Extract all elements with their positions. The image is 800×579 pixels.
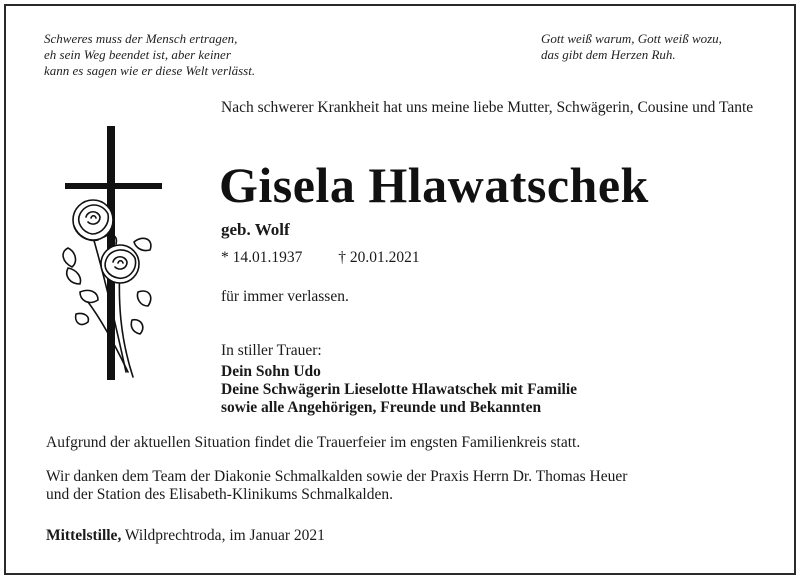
place-bold: Mittelstille,: [46, 527, 122, 544]
mourner-line: Deine Schwägerin Lieselotte Hlawatschek mit Familie: [221, 381, 578, 398]
thanks-line: Wir danken dem Team der Diakonie Schmalkalden sowie der Praxis Herrn Dr. Thomas Heuer: [46, 468, 628, 485]
intro-text: Nach schwerer Krankheit hat uns meine liebe Mutter, Schwägerin, Cousine und Tante: [221, 99, 754, 116]
cross-with-roses-icon: [58, 122, 168, 384]
deceased-name: Gisela Hlawatschek: [219, 157, 649, 213]
mourning-label: In stiller Trauer:: [221, 342, 322, 359]
poem-left-line: eh sein Weg beendet ist, aber keiner: [44, 47, 231, 62]
poem-right-line: das gibt dem Herzen Ruh.: [541, 47, 676, 62]
poem-left: [44, 31, 255, 79]
mourners-list: [221, 363, 577, 417]
poem-left-line: kann es sagen wie er diese Welt verlässt.: [44, 63, 256, 78]
poem-right-line: Gott weiß warum, Gott weiß wozu,: [541, 31, 722, 46]
thanks-text: [46, 468, 627, 504]
death-date: † 20.01.2021: [338, 249, 420, 266]
poem-right: [541, 31, 722, 63]
poem-left-line: Schweres muss der Mensch ertragen,: [44, 31, 238, 46]
place-rest: Wildprechtroda, im Januar 2021: [121, 527, 325, 544]
mourner-line: sowie alle Angehörigen, Freunde und Bekannten: [221, 399, 542, 416]
place-date: [46, 527, 325, 545]
left-text: für immer verlassen.: [221, 288, 349, 305]
thanks-line: und der Station des Elisabeth-Klinikums Schmalkalden.: [46, 486, 393, 503]
funeral-notice: Aufgrund der aktuellen Situation findet die Trauerfeier im engsten Familienkreis statt.: [46, 434, 581, 451]
birth-date: * 14.01.1937: [221, 249, 303, 266]
life-dates: [221, 249, 420, 267]
mourner-line: Dein Sohn Udo: [221, 363, 321, 380]
birth-name: geb. Wolf: [221, 220, 290, 239]
